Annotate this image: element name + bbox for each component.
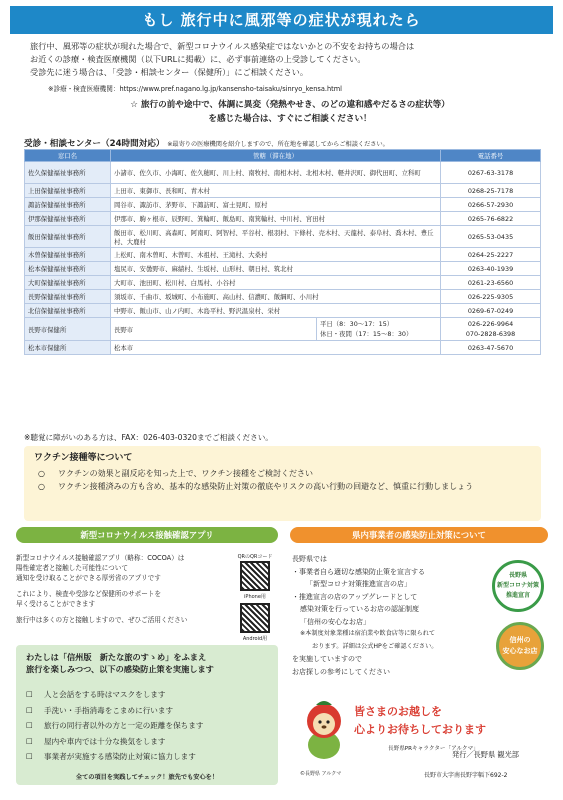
area-name: 大町市、池田町、松川村、白馬村、小谷村 [111, 276, 441, 290]
seal-text: 安心なお店 [502, 647, 538, 655]
checklist-items [26, 687, 276, 765]
office-name: 木曽保健福祉事務所 [25, 248, 111, 262]
business-line: ※本制度対象業種は宿泊業や飲食店等に限られて [300, 630, 436, 637]
office-name: 松本保健福祉事務所 [25, 262, 111, 276]
checklist-item[interactable] [26, 687, 276, 703]
cocoa-line: 早く受けることができます [16, 600, 96, 608]
circle-icon: ○ [38, 482, 45, 491]
area-name: 伊那市、駒ヶ根市、辰野町、箕輪町、飯島町、南箕輪村、中川村、宮田村 [111, 212, 441, 226]
vaccine-section [24, 446, 541, 521]
office-name: 長野保健福祉事務所 [25, 290, 111, 304]
business-line: お店探しの参考にしてください [292, 667, 390, 676]
consultation-center-table [24, 149, 541, 355]
android-label: Android用 [242, 636, 268, 642]
checklist-item-text: 手洗い・手指消毒をこまめに行います [44, 705, 174, 715]
business-line: を実施していますので [292, 655, 362, 663]
center-heading [24, 137, 544, 149]
area-name: 小諸市、佐久市、小海町、佐久穂町、川上村、南牧村、南相木村、北相木村、軽井沢町、御代田町、立科町 [111, 162, 441, 184]
list-item [38, 480, 533, 493]
vaccine-heading: ワクチン接種等について [34, 453, 133, 463]
welcome-line: 皆さまのお越しを [354, 705, 442, 718]
checklist-head-line: 旅行を楽しみつつ、以下の感染防止策を実施します [26, 664, 214, 674]
column-header-office: 窓口名 [25, 150, 111, 162]
checklist-item-text: 事業者が実施する感染防止対策に協力します [44, 752, 196, 761]
checklist-item-text: 旅行の同行者以外の方と一定の距離を保ちます [44, 721, 204, 730]
weekday-hours: 平日（8：30～17：15） [320, 320, 394, 328]
business-line: おります。詳細は公式HPをご確認ください。 [312, 642, 438, 650]
testing-url-note[interactable]: ※診療・検査医療機関：https://www.pref.nagano.lg.jp/kansensho-taisaku/sinryo_kensa.html [48, 85, 342, 93]
checkbox-icon[interactable]: ☐ [26, 721, 33, 730]
table-row [25, 162, 541, 184]
intro-line: お近くの診療・検査医療機関（以下URLに掲載）に、必ず事前連絡の上受診してください。 [30, 54, 366, 64]
office-name: 佐久保健福祉事務所 [25, 162, 111, 184]
circle-icon: ○ [38, 469, 45, 478]
office-name: 諏訪保健福祉事務所 [25, 198, 111, 212]
phone-cell [441, 318, 541, 341]
business-line: ・推進宣言の店のアップグレードとして [292, 592, 418, 601]
deaf-fax-note: ※聴覚に障がいのある方は、FAX：026-403-0320までご相談ください。 [24, 433, 273, 442]
cocoa-line: 通知を受け取ることができる厚労省のアプリです [16, 574, 161, 582]
office-name: 長野市保健所 [25, 318, 111, 341]
table-header-row [25, 150, 541, 162]
office-name: 上田保健福祉事務所 [25, 184, 111, 198]
alert-text [40, 98, 540, 126]
phone-number[interactable]: 0268-25-7178 [441, 184, 541, 198]
issuer: 発行／長野県 観光部 [452, 750, 519, 759]
phone-number[interactable]: 0263-47-5670 [441, 341, 541, 355]
safe-shop-seal-logo [496, 622, 544, 670]
phone-number[interactable]: 0265-53-0435 [441, 226, 541, 248]
table-row-matsumoto [25, 341, 541, 355]
checklist-item[interactable] [26, 718, 276, 734]
area-name: 上松町、南木曽町、木曽町、木祖村、王滝村、大桑村 [111, 248, 441, 262]
cocoa-line: 新型コロナウイルス接触確認アプリ（略称：COCOA）は [16, 554, 185, 562]
table-row [25, 226, 541, 248]
area-name: 岡谷市、諏訪市、茅野市、下諏訪町、富士見町、原村 [111, 198, 441, 212]
intro-line: 旅行中、風邪等の症状が現れた場合で、新型コロナウイルス感染症ではないかとの不安をお持ちの場合は [30, 41, 415, 51]
area-name: 飯田市、松川町、高森町、阿南町、阿智村、平谷村、根羽村、下條村、売木村、天龍村、泰阜村、喬木村、豊丘村、大鹿村 [111, 226, 441, 248]
column-header-area: 管轄（滞在地） [111, 150, 441, 162]
table-row [25, 212, 541, 226]
phone-number[interactable]: 0266-57-2930 [441, 198, 541, 212]
welcome-line: 心よりお待ちしております [354, 723, 486, 736]
checklist-head [26, 651, 276, 675]
cocoa-line: 旅行中は多くの方と接触しますので、ぜひご活用ください [16, 616, 188, 624]
arukuma-mascot-icon [296, 697, 352, 761]
checklist-item[interactable] [26, 749, 276, 765]
list-item-text: ワクチンの効果と副反応を知った上で、ワクチン接種をご検討ください [58, 469, 314, 478]
cocoa-line: 陽性確定者と接触した可能性について [16, 564, 128, 572]
iphone-label: iPhone用 [244, 594, 266, 600]
checklist-footer: 全ての項目を実践してチェック！旅先でも安心を！ [75, 774, 219, 781]
table-row [25, 276, 541, 290]
office-name: 伊那保健福祉事務所 [25, 212, 111, 226]
alert-line: ☆ 旅行の前や途中で、体調に異変（発熱やせき、のどの違和感やだるさの症状等） [130, 100, 450, 110]
holiday-phone[interactable]: 070-2828-6398 [465, 330, 516, 338]
business-line: 長野県では [292, 555, 327, 563]
center-heading-title: 受診・相談センター（24時間対応） [24, 139, 165, 149]
checklist-item-text: 人と会話をする時はマスクをします [44, 690, 166, 699]
cocoa-pill-heading: 新型コロナウイルス接触確認アプリ [16, 527, 278, 543]
table-row [25, 198, 541, 212]
mascot-caption: 長野県PRキャラクター「アルクマ」 [388, 746, 479, 752]
cocoa-description [16, 553, 231, 625]
shinshu-travel-checklist [16, 645, 278, 785]
android-qr-code[interactable] [240, 603, 270, 633]
checklist-item[interactable] [26, 734, 276, 750]
checkbox-icon[interactable]: ☐ [26, 690, 33, 699]
business-pill-heading: 県内事業者の感染防止対策について [290, 527, 548, 543]
table-row [25, 304, 541, 318]
office-name: 大町保健福祉事務所 [25, 276, 111, 290]
business-line: 「新型コロナ対策推進宣言の店」 [306, 580, 411, 588]
checkbox-icon[interactable]: ☐ [26, 705, 33, 715]
checklist-head-line: わたしは「信州版 新たな旅のすゝめ」をふまえ [26, 652, 207, 662]
holiday-hours: 休日・夜間（17：15～8：30） [320, 330, 413, 338]
weekday-phone[interactable]: 026-226-9964 [467, 320, 514, 328]
area-name: 塩尻市、安曇野市、麻績村、生坂村、山形村、朝日村、筑北村 [111, 262, 441, 276]
business-line: ・事業者自ら適切な感染防止策を宣言する [292, 567, 425, 576]
phone-number[interactable]: 0267-63-3178 [441, 162, 541, 184]
column-header-phone: 電話番号 [441, 150, 541, 162]
welcome-message [354, 703, 486, 739]
table-row [25, 248, 541, 262]
phone-number[interactable]: 0263-40-1939 [441, 262, 541, 276]
vaccine-list [38, 467, 533, 493]
cocoa-line: これにより、検査や受診など保健所のサポートを [16, 590, 162, 598]
iphone-qr-code[interactable] [240, 561, 270, 591]
list-item [38, 467, 533, 480]
seal-text: 推進宣言 [505, 592, 530, 599]
phone-number[interactable]: 0269-67-0249 [441, 304, 541, 318]
checklist-item-text: 屋内や車内では十分な換気をします [44, 736, 166, 746]
intro-text [30, 40, 530, 79]
copyright: ©長野県 アルクマ [300, 771, 342, 777]
page-title: もし 旅行中に風邪等の症状が現れたら [10, 6, 553, 34]
phone-number[interactable]: 026-225-9305 [441, 290, 541, 304]
declaration-seal-logo [492, 560, 544, 612]
checkbox-icon[interactable]: ☐ [26, 736, 33, 746]
phone-number[interactable]: 0264-25-2227 [441, 248, 541, 262]
center-heading-note: ※最寄りの医療機関を紹介しますので、所在地を確認してからご相談ください。 [167, 141, 389, 148]
alert-line: を感じた場合は、すぐにご相談ください！ [208, 114, 372, 124]
seal-text: 長野県 [508, 572, 527, 579]
area-name: 上田市、東御市、長和町、青木村 [111, 184, 441, 198]
address: 長野市大字南長野字幅下692-2 [424, 772, 508, 779]
phone-number[interactable]: 0261-23-6560 [441, 276, 541, 290]
area-name: 中野市、飯山市、山ノ内町、木島平村、野沢温泉村、栄村 [111, 304, 441, 318]
table-row [25, 184, 541, 198]
phone-number[interactable]: 0265-76-6822 [441, 212, 541, 226]
area-name: 松本市 [111, 341, 441, 355]
checklist-item[interactable] [26, 703, 276, 719]
qr-caption: QRのQRコード [237, 554, 273, 560]
office-name: 松本市保健所 [25, 341, 111, 355]
seal-text: 信州の [509, 636, 531, 644]
table-row [25, 290, 541, 304]
intro-line: 受診先に迷う場合は、「受診・相談センター（保健所）」にご相談ください。 [30, 67, 309, 77]
business-line: 「信州の安心なお店」 [300, 617, 370, 626]
area-cell [111, 318, 441, 341]
business-line: 感染対策を行っているお店の認証制度 [300, 605, 419, 613]
office-name: 北信保健福祉事務所 [25, 304, 111, 318]
business-description [292, 553, 492, 678]
hours-cell [316, 318, 440, 340]
area-name: 長野市 [114, 325, 134, 334]
table-row [25, 262, 541, 276]
seal-text: 新型コロナ対策 [496, 582, 539, 589]
list-item-text: ワクチン接種済みの方も含め、基本的な感染防止対策の徹底やリスクの高い行動の回避など、慎重に行動しましょう [58, 482, 474, 491]
office-name: 飯田保健福祉事務所 [25, 226, 111, 248]
table-row-nagano [25, 318, 541, 341]
area-name: 須坂市、千曲市、坂城町、小布施町、高山村、信濃町、飯綱町、小川村 [111, 290, 441, 304]
checkbox-icon[interactable]: ☐ [26, 752, 33, 761]
